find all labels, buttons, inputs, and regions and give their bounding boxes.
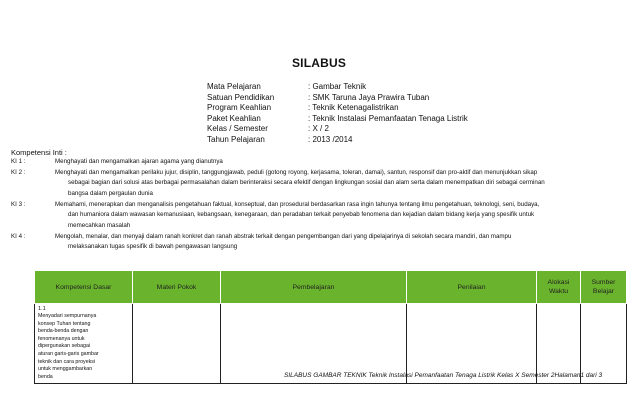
meta-row — [207, 135, 468, 146]
ki-line: bangsa dalam pergaulan dunia — [68, 189, 153, 197]
cell-materi-pokok — [133, 304, 221, 384]
meta-value: : SMK Taruna Jaya Prawira Tuban — [308, 92, 430, 102]
meta-value: : Teknik Ketenagalistrikan — [308, 103, 399, 112]
ki-text — [55, 157, 621, 167]
kd-number: 1.1 — [38, 306, 46, 312]
syllabus-table — [34, 270, 627, 384]
kd-line: konsep Tuhan tentang — [38, 320, 91, 327]
column-header-penilaian: Penilaian — [407, 271, 537, 304]
ki-line: Memahami, menerapkan dan menganalisis pengetahuan faktual, konseptual, dan prosedural berdasarkan rasa ingin tahunya tentang ilmu pengetahuan, teknologi, seni, budaya, — [55, 201, 540, 208]
column-header-materi-pokok: Materi Pokok — [133, 271, 221, 304]
kd-line: benda-benda dengan — [38, 328, 89, 335]
kd-line: fenomenanya untuk — [38, 335, 85, 342]
column-header-pembelajaran: Pembelajaran — [221, 271, 407, 304]
meta-value: : Gambar Teknik — [308, 82, 367, 91]
meta-label: Paket Keahlian — [207, 113, 261, 123]
kd-line: untuk menggambarkan — [38, 366, 93, 373]
meta-label: Satuan Pendidikan — [207, 92, 275, 102]
ki-text — [55, 168, 621, 199]
ki-code: KI 2 : — [11, 169, 26, 176]
meta-value: : X / 2 — [308, 124, 329, 133]
meta-row — [207, 82, 468, 93]
cell-kompetensi-dasar — [35, 304, 133, 384]
meta-row — [207, 114, 468, 125]
kd-text — [38, 313, 118, 381]
ki-text — [55, 232, 621, 253]
kd-line: aturan garis-garis gambar — [38, 350, 99, 357]
ki-code: KI 1 : — [11, 158, 26, 165]
kd-line: dipergunakan sebagai — [38, 343, 91, 350]
meta-row — [207, 124, 468, 135]
meta-label: Program Keahlian — [207, 103, 272, 112]
column-header-alokasi-waktu: Alokasi Waktu — [537, 271, 581, 304]
ki-line: sebagai bagian dari solusi atas berbagai permasalahan dalam berinteraksi secara efektif dengan lingkungan sosial dan alam serta dalam menempatkan diri sebagai cerminan — [68, 179, 545, 187]
kd-line: teknik dan cara proyeksi — [38, 358, 96, 365]
document-metadata — [207, 82, 468, 145]
page-title: SILABUS — [291, 56, 347, 70]
meta-label: Tahun Pelajaran — [207, 134, 265, 144]
ki-line: dan humaniora dalam wawasan kemanusiaan, kebangsaan, kenegaraan, dan peradaban terkait penyebab fenomena dan kejadian dalam bidang kerja yang spesifik untuk — [68, 211, 535, 219]
meta-value: : 2013 /2014 — [308, 134, 353, 144]
meta-row — [207, 103, 468, 114]
meta-value: : Teknik Instalasi Pemanfaatan Tenaga Listrik — [308, 113, 468, 123]
ki-code: KI 3 : — [11, 201, 26, 208]
ki-heading: Kompetensi Inti : — [11, 148, 67, 157]
ki-line: Menghayati dan mengamalkan perilaku jujur, disiplin, tanggungjawab, peduli (gotong royong, kerjasama, toleran, damai), santun, responsif dan pro-aktif dan menunjukkan sikap — [55, 169, 538, 176]
meta-label: Mata Pelajaran — [207, 82, 261, 91]
ki-line: memecahkan masalah — [68, 221, 131, 229]
column-header-sumber-belajar: Sumber Belajar — [581, 271, 627, 304]
ki-line: Menghayati dan mengamalkan ajaran agama yang dianutnya — [55, 158, 223, 165]
ki-line: melaksanakan tugas spesifik di bawah pengawasan langsung — [68, 243, 238, 251]
table-header-row — [35, 271, 627, 304]
kd-line: benda — [38, 373, 53, 380]
ki-text — [55, 200, 621, 231]
kd-line: Menyadari sempurnanya — [38, 313, 97, 319]
column-header-kompetensi-dasar: Kompetensi Dasar — [35, 271, 133, 304]
ki-line: Mengolah, menalar, dan menyaji dalam ranah konkret dan ranah abstrak terkait dengan pengembangan dari yang dipelajarinya di sekolah secara mandiri, dan mampu — [55, 233, 512, 240]
page-footer: SILABUS GAMBAR TEKNIK Teknik Instalasi Pemanfaatan Tenaga Listrik Kelas X Semester 2Halaman1 dari 3 — [284, 372, 603, 379]
meta-label: Kelas / Semester — [207, 124, 268, 133]
ki-code: KI 4 : — [11, 233, 26, 240]
meta-row — [207, 93, 468, 104]
